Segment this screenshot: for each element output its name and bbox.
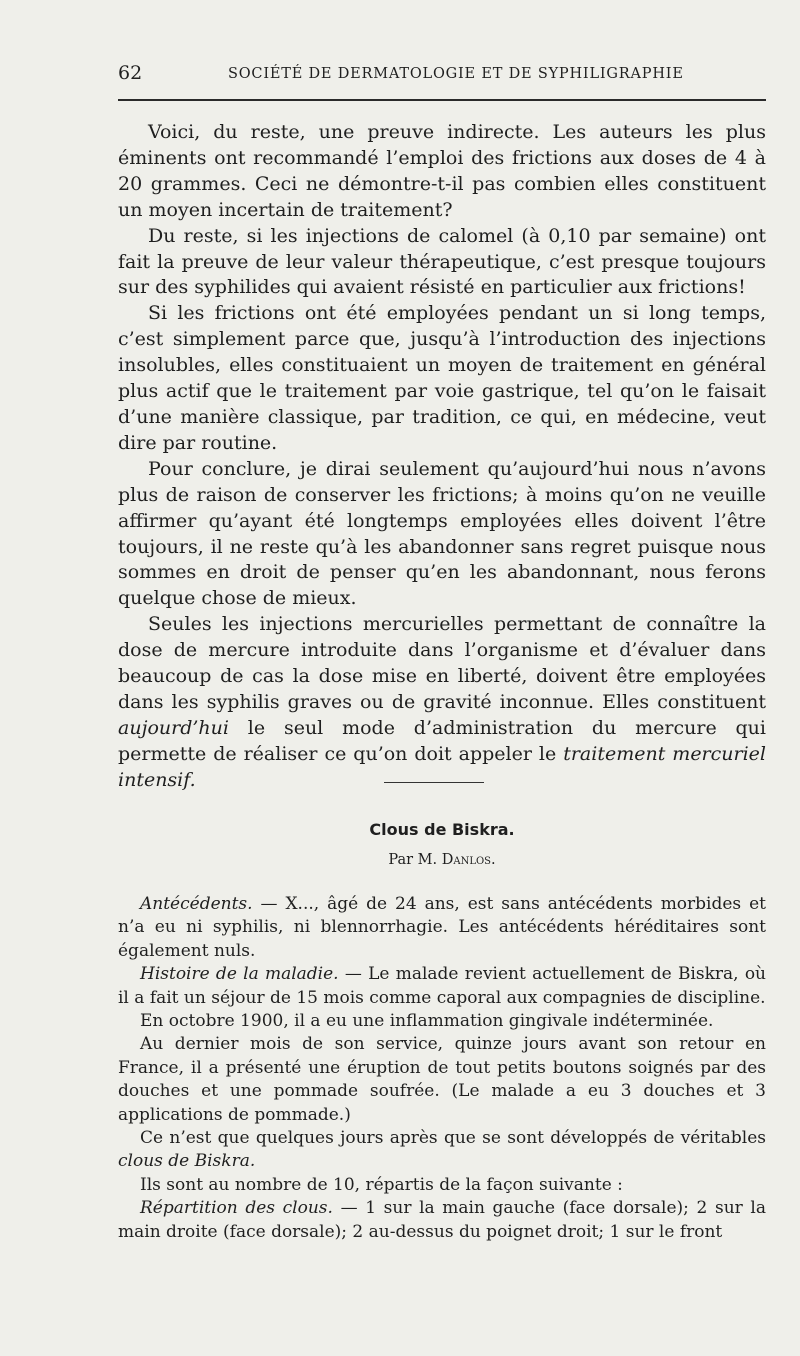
paragraph: Du reste, si les injections de calomel (à 0,10 par semaine) ont fait la preuve de leur valeur thérapeutique, c’est presque toujours sur des syphilides qui avaient résisté en particulier aux frictions! — [118, 224, 766, 299]
emphasis: clous de Biskra. — [118, 1151, 256, 1172]
paragraph: Pour conclure, je dirai seulement qu’aujourd’hui nous n’avons plus de raison de conserver les frictions; à moins qu’on ne veuille affirmer qu’ayant été longtemps employées elles doivent l’être toujours, il ne reste qu’à les abandonner sans regret puisque nous sommes en droit de penser qu’en les abandonnant, nous ferons quelque chose de mieux. — [118, 457, 766, 610]
paragraph: Voici, du reste, une preuve indirecte. Les auteurs les plus éminents ont recommandé l’emploi des frictions aux doses de 4 à 20 grammes. Ceci ne démontre-t-il pas combien elles constituent un moyen incertain de traitement? — [118, 121, 766, 221]
case-paragraph: Au dernier mois de son service, quinze jours avant son retour en France, il a présenté une éruption de tout petits boutons soignés par des douches et une pommade soufrée. (Le malade a eu 3 douches et 3 applications de pommade.) — [118, 1034, 766, 1125]
author-line — [118, 852, 766, 868]
emphasis: traitement mercuriel intensif. — [118, 742, 767, 791]
text: — 1 sur la main gauche (face dorsale); 2 sur la main droite (face dorsale); 2 au-dessus du poignet droit; 1 sur le front — [118, 1198, 766, 1242]
text: Seules les injections mercurielles permettant de connaître la dose de mercure introduite dans l’organisme et d’évaluer dans beaucoup de cas la dose mise en liberté, doivent être employées dans les syphilis graves ou de gravité inconnue. Elles constituent — [118, 613, 766, 713]
paragraph — [118, 612, 766, 793]
text: — X..., âgé de 24 ans, est sans antécédents morbides et n’a eu ni syphilis, ni blennorrhagie. Les antécédents héréditaires sont également nuls. — [118, 894, 766, 961]
case-label: Répartition des clous. — [140, 1198, 333, 1219]
running-title: SOCIÉTÉ DE DERMATOLOGIE ET DE SYPHILIGRAPHIE — [228, 66, 684, 82]
case-label: Antécédents. — [140, 894, 253, 914]
case-paragraph — [118, 893, 766, 963]
case-paragraph — [118, 1197, 766, 1244]
author-prefix: Par M. — [388, 852, 438, 868]
case-paragraph: Ils sont au nombre de 10, répartis de la façon suivante : — [140, 1174, 623, 1195]
case-report — [118, 893, 766, 1244]
case-paragraph — [118, 1127, 766, 1174]
page-number: 62 — [118, 62, 143, 84]
section-divider — [384, 782, 484, 783]
page-header — [118, 62, 766, 90]
text: — Le malade revient actuellement de Biskra, où il a fait un séjour de 15 mois comme caporal aux compagnies de discipline. — [118, 964, 767, 1008]
text: Ce n’est que quelques jours après que se sont développés de véritables — [140, 1128, 766, 1149]
main-text — [118, 120, 766, 794]
paragraph: Si les frictions ont été employées pendant un si long temps, c’est simplement parce que, jusqu’à l’introduction des injections insolubles, elles constituaient un moyen de traitement en général plus actif que le traitement par voie gastrique, tel qu’on le faisait d’une manière classique, par tradition, ce qui, en médecine, veut dire par routine. — [118, 302, 766, 454]
case-paragraph: En octobre 1900, il a eu une inflammation gingivale indéterminée. — [140, 1011, 714, 1032]
text: le seul mode d’administration du mercure qui permette de réaliser ce qu’on doit appeler le — [118, 716, 766, 765]
case-paragraph — [118, 963, 766, 1010]
emphasis: aujourd’hui — [118, 716, 229, 739]
author-name: Danlos. — [441, 852, 496, 868]
header-rule — [118, 99, 766, 101]
case-label: Histoire de la maladie. — [140, 964, 339, 985]
section-title: Clous de Biskra. — [369, 820, 515, 839]
